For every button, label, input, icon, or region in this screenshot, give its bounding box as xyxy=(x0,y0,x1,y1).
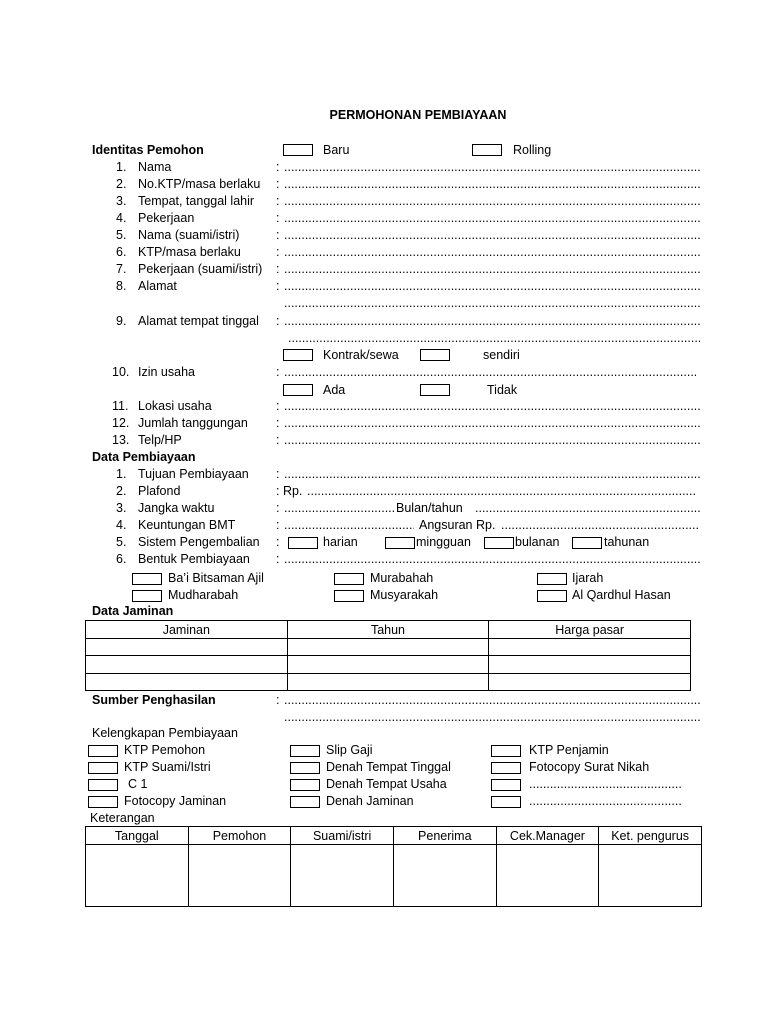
table-cell[interactable] xyxy=(188,845,291,907)
checkbox-kelengkapan[interactable] xyxy=(491,745,521,757)
colon: : xyxy=(276,399,280,413)
section-heading-pembiayaan: Data Pembiayaan xyxy=(92,450,196,464)
option-label: harian xyxy=(323,535,358,549)
option-label: mingguan xyxy=(416,535,471,549)
kelengkapan-label: KTP Penjamin xyxy=(529,743,609,757)
checkbox-kelengkapan[interactable] xyxy=(88,796,118,808)
checkbox-tidak[interactable] xyxy=(420,384,450,396)
fill-line[interactable] xyxy=(284,398,700,414)
checkbox-bentuk[interactable] xyxy=(132,573,162,585)
fill-line[interactable] xyxy=(284,210,700,226)
field-label: Sistem Pengembalian xyxy=(138,535,260,549)
field-label: KTP/masa berlaku xyxy=(138,245,241,259)
alamat-tinggal-fill-line-2[interactable] xyxy=(288,330,700,346)
field-label: Alamat xyxy=(138,279,177,293)
kelengkapan-label: Denah Jaminan xyxy=(326,794,414,808)
keuntungan-fill-line[interactable] xyxy=(284,517,414,533)
item-number: 1. xyxy=(116,160,127,174)
checkbox-kelengkapan[interactable] xyxy=(290,745,320,757)
colon: : xyxy=(276,279,280,293)
colon: : xyxy=(276,160,280,174)
item-number: 6. xyxy=(116,245,127,259)
field-label: Jumlah tanggungan xyxy=(138,416,248,430)
field-label: Plafond xyxy=(138,484,181,498)
fill-line[interactable] xyxy=(284,261,700,277)
section-heading-jaminan: Data Jaminan xyxy=(92,604,174,618)
fill-line[interactable] xyxy=(284,227,700,243)
ket-header-cek-manager: Cek.Manager xyxy=(496,827,599,845)
field-label: No.KTP/masa berlaku xyxy=(138,177,261,191)
angsuran-fill-line[interactable] xyxy=(501,517,700,533)
keterangan-table xyxy=(85,826,702,907)
item-number: 13. xyxy=(112,433,130,447)
table-cell[interactable] xyxy=(489,639,691,656)
field-label: Pekerjaan xyxy=(138,211,195,225)
sumber-fill-line-1[interactable] xyxy=(284,692,700,708)
field-label: Bentuk Pembiayaan xyxy=(138,552,250,566)
table-cell[interactable] xyxy=(599,845,702,907)
fill-line[interactable] xyxy=(284,176,700,192)
checkbox-kelengkapan[interactable] xyxy=(491,762,521,774)
kelengkapan-fill-line[interactable] xyxy=(529,776,681,792)
field-label: Keuntungan BMT xyxy=(138,518,236,532)
field-label: Telp/HP xyxy=(138,433,182,447)
colon: : xyxy=(276,501,280,515)
option-label: tahunan xyxy=(604,535,650,549)
field-label: Pekerjaan (suami/istri) xyxy=(138,262,263,276)
item-number: 2. xyxy=(116,484,127,498)
colon: : xyxy=(276,262,280,276)
option-ada-label: Ada xyxy=(323,383,346,397)
option-tidak-label: Tidak xyxy=(487,383,518,397)
table-cell[interactable] xyxy=(489,656,691,674)
bentuk-option-label: Musyarakah xyxy=(370,588,439,602)
item-number: 11. xyxy=(112,399,129,413)
item-number: 9. xyxy=(116,314,127,328)
table-cell[interactable] xyxy=(291,845,394,907)
checkbox-sendiri[interactable] xyxy=(420,349,450,361)
field-label: Nama (suami/istri) xyxy=(138,228,240,242)
fill-line[interactable] xyxy=(284,193,700,209)
item-number: 5. xyxy=(116,535,127,549)
table-cell[interactable] xyxy=(287,656,489,674)
fill-line[interactable] xyxy=(284,244,700,260)
checkbox-rolling[interactable] xyxy=(472,144,502,156)
table-cell[interactable] xyxy=(287,674,489,691)
kelengkapan-fill-line[interactable] xyxy=(529,793,681,809)
page-title: PERMOHONAN PEMBIAYAAN xyxy=(329,108,507,122)
fill-line[interactable] xyxy=(284,278,700,294)
checkbox-mingguan[interactable] xyxy=(385,537,415,549)
item-number: 12. xyxy=(112,416,130,430)
checkbox-kelengkapan[interactable] xyxy=(88,762,118,774)
table-row xyxy=(86,845,702,907)
fill-line[interactable] xyxy=(284,415,700,431)
bentuk-option-label: Ba’i Bitsaman Ajil xyxy=(168,571,264,585)
checkbox-bentuk[interactable] xyxy=(537,573,567,585)
checkbox-bentuk[interactable] xyxy=(537,590,567,602)
plafond-prefix: : Rp. xyxy=(276,484,303,498)
ket-header-penerima: Penerima xyxy=(393,827,496,845)
checkbox-harian[interactable] xyxy=(288,537,318,549)
item-number: 3. xyxy=(116,501,127,515)
bentuk-fill-line[interactable] xyxy=(284,551,700,567)
fill-line[interactable] xyxy=(284,364,696,380)
field-label: Tujuan Pembiayaan xyxy=(138,467,249,481)
checkbox-kelengkapan[interactable] xyxy=(491,796,521,808)
table-cell[interactable] xyxy=(86,674,288,691)
jaminan-header-tahun: Tahun xyxy=(287,621,489,639)
item-number: 4. xyxy=(116,518,127,532)
table-cell[interactable] xyxy=(496,845,599,907)
option-sendiri-label: sendiri xyxy=(483,348,520,362)
checkbox-kelengkapan[interactable] xyxy=(88,745,118,757)
item-number: 6. xyxy=(116,552,127,566)
bentuk-option-label: Ijarah xyxy=(572,571,604,585)
item-number: 7. xyxy=(116,262,127,276)
table-cell[interactable] xyxy=(86,845,189,907)
table-row xyxy=(86,639,691,656)
colon: : xyxy=(276,433,280,447)
item-number: 10. xyxy=(112,365,130,379)
checkbox-kelengkapan[interactable] xyxy=(491,779,521,791)
checkbox-baru[interactable] xyxy=(283,144,313,156)
checkbox-kelengkapan[interactable] xyxy=(88,779,118,791)
bentuk-option-label: Mudharabah xyxy=(168,588,239,602)
tujuan-fill-line[interactable] xyxy=(284,466,700,482)
fill-line[interactable] xyxy=(284,159,700,175)
angsuran-label: Angsuran Rp. xyxy=(419,518,496,532)
colon: : xyxy=(276,467,280,481)
jaminan-table xyxy=(85,620,691,691)
colon: : xyxy=(276,177,280,191)
ket-header-pemohon: Pemohon xyxy=(188,827,291,845)
table-row xyxy=(86,656,691,674)
kelengkapan-label: Fotocopy Jaminan xyxy=(124,794,227,808)
option-label: bulanan xyxy=(515,535,560,549)
jangka-fill-line[interactable] xyxy=(284,500,396,516)
option-kontrak-label: Kontrak/sewa xyxy=(323,348,399,362)
field-label: Jangka waktu xyxy=(138,501,215,515)
kelengkapan-label: KTP Suami/Istri xyxy=(124,760,211,774)
checkbox-bentuk[interactable] xyxy=(334,590,364,602)
item-number: 2. xyxy=(116,177,127,191)
jaminan-header-jaminan: Jaminan xyxy=(86,621,288,639)
kelengkapan-label: Slip Gaji xyxy=(326,743,373,757)
colon: : xyxy=(276,228,280,242)
kelengkapan-label: Denah Tempat Usaha xyxy=(326,777,447,791)
table-row xyxy=(86,674,691,691)
table-cell[interactable] xyxy=(86,639,288,656)
colon: : xyxy=(276,314,280,328)
table-cell[interactable] xyxy=(489,674,691,691)
section-heading-keterangan: Keterangan xyxy=(90,811,155,825)
kelengkapan-label: KTP Pemohon xyxy=(124,743,206,757)
bentuk-option-label: Murabahah xyxy=(370,571,434,585)
checkbox-bentuk[interactable] xyxy=(334,573,364,585)
checkbox-bentuk[interactable] xyxy=(132,590,162,602)
bulan-tahun-label: Bulan/tahun xyxy=(396,501,463,515)
item-number: 8. xyxy=(116,279,127,293)
item-number: 5. xyxy=(116,228,127,242)
checkbox-bulanan[interactable] xyxy=(484,537,514,549)
field-label: Alamat tempat tinggal xyxy=(138,314,259,328)
item-number: 4. xyxy=(116,211,127,225)
colon: : xyxy=(276,518,280,532)
item-number: 1. xyxy=(116,467,127,481)
option-baru-label: Baru xyxy=(323,143,350,157)
colon: : xyxy=(276,535,280,549)
colon: : xyxy=(276,365,280,379)
section-heading-identitas: Identitas Pemohon xyxy=(92,143,204,157)
fill-line[interactable] xyxy=(284,432,700,448)
colon: : xyxy=(276,693,280,707)
colon: : xyxy=(276,194,280,208)
kelengkapan-label: C 1 xyxy=(128,777,148,791)
table-cell[interactable] xyxy=(393,845,496,907)
checkbox-kontrak[interactable] xyxy=(283,349,313,361)
field-label: Nama xyxy=(138,160,172,174)
alamat-fill-line-2[interactable] xyxy=(284,295,700,311)
checkbox-kelengkapan[interactable] xyxy=(290,762,320,774)
checkbox-tahunan[interactable] xyxy=(572,537,602,549)
field-label: Lokasi usaha xyxy=(138,399,212,413)
kelengkapan-label: Fotocopy Surat Nikah xyxy=(529,760,650,774)
ket-header-tanggal: Tanggal xyxy=(86,827,189,845)
checkbox-kelengkapan[interactable] xyxy=(290,779,320,791)
jangka-fill-line-2[interactable] xyxy=(475,500,700,516)
colon: : xyxy=(276,416,280,430)
ket-header-ket-pengurus: Ket. pengurus xyxy=(599,827,702,845)
jaminan-header-harga: Harga pasar xyxy=(489,621,691,639)
checkbox-ada[interactable] xyxy=(283,384,313,396)
ket-header-suami-istri: Suami/istri xyxy=(291,827,394,845)
field-label: Izin usaha xyxy=(138,365,195,379)
colon: : xyxy=(276,211,280,225)
field-label: Tempat, tanggal lahir xyxy=(138,194,255,208)
fill-line[interactable] xyxy=(284,313,700,329)
section-heading-kelengkapan: Kelengkapan Pembiayaan xyxy=(92,726,238,740)
colon: : xyxy=(276,552,280,566)
item-number: 3. xyxy=(116,194,127,208)
colon: : xyxy=(276,245,280,259)
table-cell[interactable] xyxy=(287,639,489,656)
table-cell[interactable] xyxy=(86,656,288,674)
kelengkapan-label: Denah Tempat Tinggal xyxy=(326,760,451,774)
option-rolling-label: Rolling xyxy=(513,143,552,157)
sumber-penghasilan-label: Sumber Penghasilan xyxy=(92,693,216,707)
plafond-fill-line[interactable] xyxy=(307,483,696,499)
bentuk-option-label: Al Qardhul Hasan xyxy=(572,588,671,602)
checkbox-kelengkapan[interactable] xyxy=(290,796,320,808)
sumber-fill-line-2[interactable] xyxy=(284,709,700,725)
